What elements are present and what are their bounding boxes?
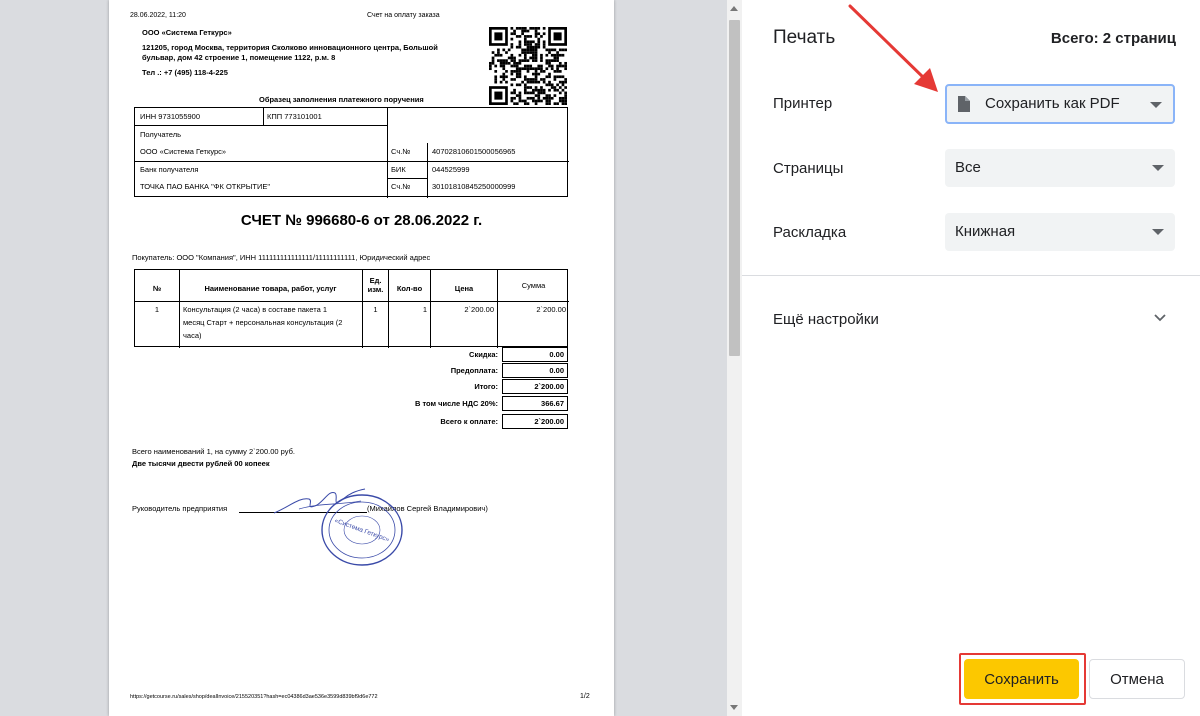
col-header-unit: Ед. изм. [367, 276, 384, 294]
phone: Тел .: +7 (495) 118-4-225 [142, 68, 228, 77]
total-prepayment: Предоплата: 0.00 [309, 363, 568, 378]
printer-label: Принтер [773, 95, 833, 112]
corr-account-label: Сч.№ [391, 182, 411, 191]
bik: 044525999 [432, 165, 470, 174]
row-num: 1 [154, 305, 160, 314]
bank-label: Банк получателя [140, 165, 199, 174]
row-price: 2`200.00 [464, 305, 494, 314]
bank-name: ТОЧКА ПАО БАНКА "ФК ОТКРЫТИЕ" [140, 182, 271, 191]
recipient: ООО «Система Геткурс» [140, 147, 227, 156]
scroll-down-arrow-icon[interactable] [730, 705, 738, 710]
layout-label: Раскладка [773, 224, 847, 241]
print-settings-panel [742, 0, 1200, 716]
recipient-label: Получатель [140, 130, 181, 139]
total-pages: Всего: 2 страниц [1050, 30, 1176, 47]
total-vat: В том числе НДС 20%: 366.67 [309, 396, 568, 411]
chevron-down-icon [1152, 165, 1164, 171]
pages-select[interactable] [945, 149, 1175, 187]
address-line-2: бульвар, дом 42 строение 1, помещение 1122, р.м. 8 [142, 53, 336, 62]
chevron-down-icon [1150, 102, 1162, 108]
chevron-down-icon [1152, 229, 1164, 235]
scroll-thumb[interactable] [729, 20, 740, 356]
account-label: Сч.№ [391, 147, 411, 156]
header-datetime: 28.06.2022, 11:20 [130, 12, 186, 19]
qr-code [487, 27, 569, 105]
document-icon [957, 96, 970, 112]
director-name: (Михайлов Сергей Владимирович) [367, 504, 488, 513]
pages-value: Все [955, 159, 981, 176]
preview-page [109, 0, 614, 716]
total-sum: Итого: 2`200.00 [309, 379, 568, 394]
company-stamp [319, 492, 405, 568]
svg-text:«Система Геткурс»: «Система Геткурс» [333, 517, 391, 544]
total-discount: Скидка: 0.00 [309, 347, 568, 362]
buyer-info: Покупатель: ООО "Компания", ИНН 111111111111111/11111111111, Юридический адрес [132, 253, 431, 262]
header-title: Счет на оплату заказа [367, 12, 440, 19]
row-name-line-1: Консультация (2 часа) в составе пакета 1 [183, 305, 327, 314]
bik-label: БИК [391, 165, 406, 174]
row-unit: 1 [373, 305, 378, 314]
company-name: ООО «Система Геткурс» [142, 28, 232, 37]
footer-page-number: 1/2 [580, 693, 590, 700]
kpp: КПП 773101001 [267, 112, 322, 121]
col-header-num: № [152, 284, 162, 293]
inn: ИНН 9731055900 [140, 112, 201, 121]
cancel-button[interactable]: Отмена [1089, 659, 1185, 699]
annotation-arrow-icon [838, 0, 948, 100]
address-line-1: 121205, город Москва, территория Сколково инновационного центра, Большой [142, 43, 438, 52]
pages-label: Страницы [773, 160, 844, 177]
scroll-up-arrow-icon[interactable] [730, 6, 738, 11]
footer-url: https://getcourse.ru/sales/shop/dealInvoice/215520351?hash=ec04386d3ae536e3599d839bf9d6e772 [130, 694, 378, 700]
more-settings-toggle[interactable]: Ещё настройки [773, 311, 879, 328]
save-button[interactable]: Сохранить [964, 659, 1079, 699]
row-qty: 1 [422, 305, 427, 314]
printer-value: Сохранить как PDF [985, 95, 1120, 112]
row-name-line-3: часа) [183, 331, 202, 340]
col-header-price: Цена [454, 284, 474, 293]
invoice-title: СЧЕТ № 996680-6 от 28.06.2022 г. [240, 212, 483, 229]
goods-table [134, 269, 568, 347]
printer-select[interactable] [945, 84, 1175, 124]
divider [742, 275, 1200, 276]
panel-title: Печать [773, 27, 836, 48]
director-label: Руководитель предприятия [132, 504, 228, 513]
row-name-line-2: месяц Старт + персональная консультация (2 [183, 318, 343, 327]
row-sum: 2`200.00 [536, 305, 566, 314]
bank-details-table [134, 107, 568, 197]
amount-in-words: Две тысячи двести рублей 00 копеек [132, 459, 270, 468]
col-header-name: Наименование товара, работ, услуг [204, 284, 337, 293]
layout-select[interactable] [945, 213, 1175, 251]
col-header-sum: Сумма [521, 281, 546, 290]
chevron-down-icon[interactable] [1153, 311, 1167, 325]
corr-account: 30101810845250000999 [432, 182, 516, 191]
col-header-qty: Кол-во [396, 284, 423, 293]
summary-line: Всего наименований 1, на сумму 2`200.00 руб. [132, 447, 295, 456]
account-number: 40702810601500056965 [432, 147, 516, 156]
preview-scrollbar[interactable] [727, 0, 742, 716]
layout-value: Книжная [955, 223, 1016, 240]
total-to-pay: Всего к оплате: 2`200.00 [309, 414, 568, 429]
payment-sample-title: Образец заполнения платежного поручения [259, 95, 424, 104]
